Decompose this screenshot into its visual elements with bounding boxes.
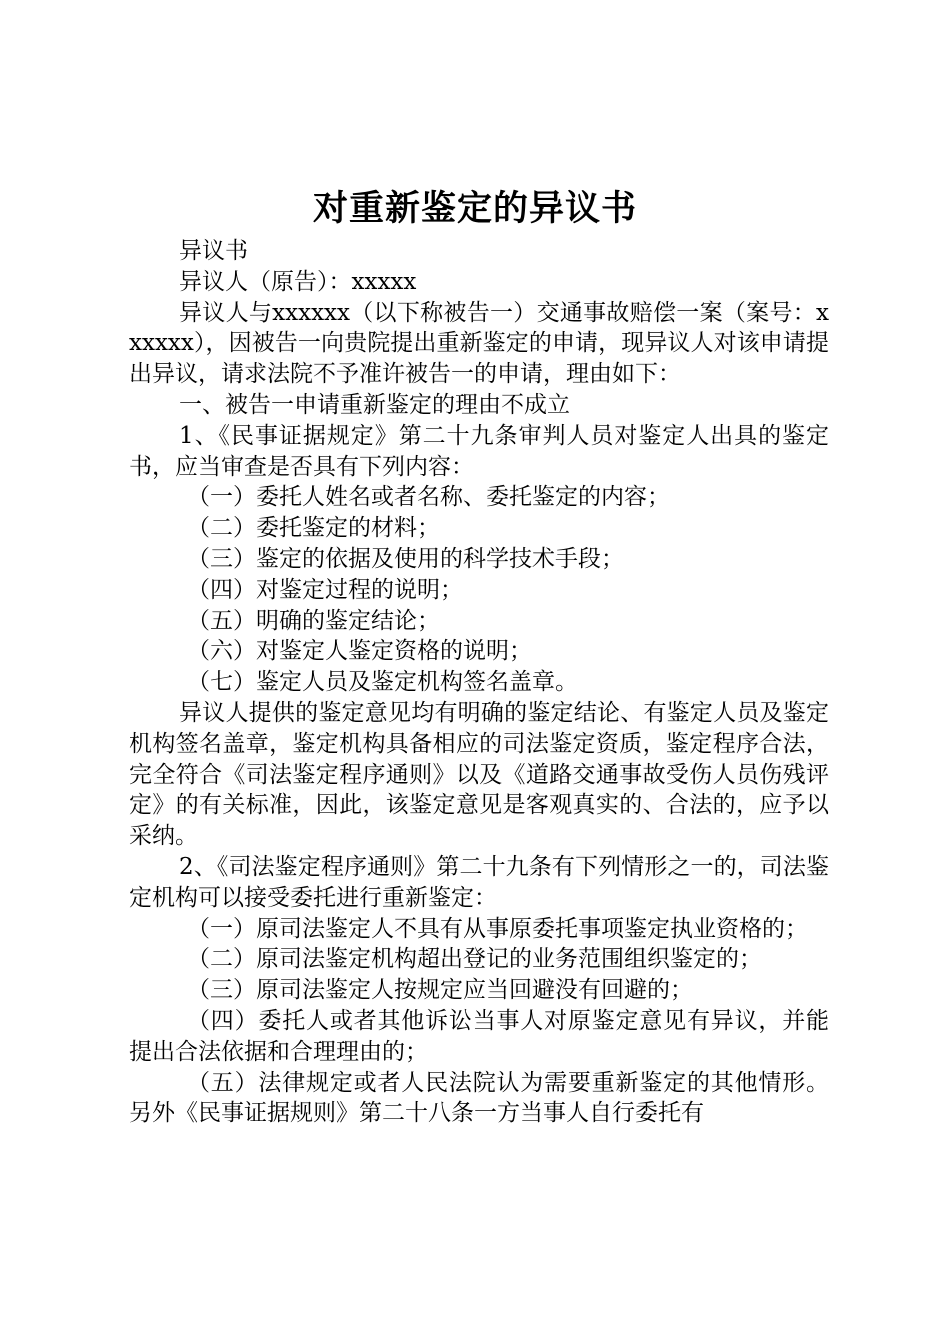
- paragraph-heading-objection: 异议书: [179, 238, 248, 264]
- list-item: （五）法律规定或者人民法院认为需要重新鉴定的其他情形。另外《民事证据规则》第二十八条一方当事人自行委托有: [129, 1069, 829, 1127]
- list-item: （四）对鉴定过程的说明；: [187, 576, 463, 603]
- paragraph-rule-29: 1、《民事证据规定》第二十九条审判人员对鉴定人出具的鉴定书，应当审查是否具有下列内容：: [129, 422, 829, 480]
- list-item: （五）明确的鉴定结论；: [187, 607, 440, 634]
- paragraph-procedure-rule: 2、《司法鉴定程序通则》第二十九条有下列情形之一的，司法鉴定机构可以接受委托进行重新鉴定：: [129, 853, 829, 911]
- document-body: [129, 236, 829, 1129]
- list-item: （一）委托人姓名或者名称、委托鉴定的内容；: [187, 484, 670, 511]
- list-item: （二）原司法鉴定机构超出登记的业务范围组织鉴定的；: [187, 946, 762, 973]
- paragraph-argument: 异议人提供的鉴定意见均有明确的鉴定结论、有鉴定人员及鉴定机构签名盖章，鉴定机构具备相应的司法鉴定资质，鉴定程序合法，完全符合《司法鉴定程序通则》以及《道路交通事故受伤人员伤残评定》的有关标准，因此，该鉴定意见是客观真实的、合法的，应予以采纳。: [129, 699, 829, 850]
- paragraph-intro: 异议人与xxxxxx（以下称被告一）交通事故赔偿一案（案号：xxxxxx），因被告一向贵院提出重新鉴定的申请，现异议人对该申请提出异议，请求法院不予准许被告一的申请，理由如下：: [129, 299, 829, 388]
- list-item: （六）对鉴定人鉴定资格的说明；: [187, 638, 532, 665]
- paragraph-objector: 异议人（原告）：xxxxx: [179, 268, 417, 295]
- document-title: 对重新鉴定的异议书: [312, 188, 637, 229]
- list-item: （一）原司法鉴定人不具有从事原委托事项鉴定执业资格的；: [187, 915, 808, 942]
- list-item: （三）鉴定的依据及使用的科学技术手段；: [187, 545, 624, 572]
- paragraph-section-one: 一、被告一申请重新鉴定的理由不成立: [179, 391, 570, 418]
- list-item: （二）委托鉴定的材料；: [187, 515, 440, 542]
- list-item: （四）委托人或者其他诉讼当事人对原鉴定意见有异议，并能提出合法依据和合理理由的；: [129, 1007, 829, 1065]
- list-item: （三）原司法鉴定人按规定应当回避没有回避的；: [187, 977, 693, 1004]
- list-item: （七）鉴定人员及鉴定机构签名盖章。: [187, 669, 578, 696]
